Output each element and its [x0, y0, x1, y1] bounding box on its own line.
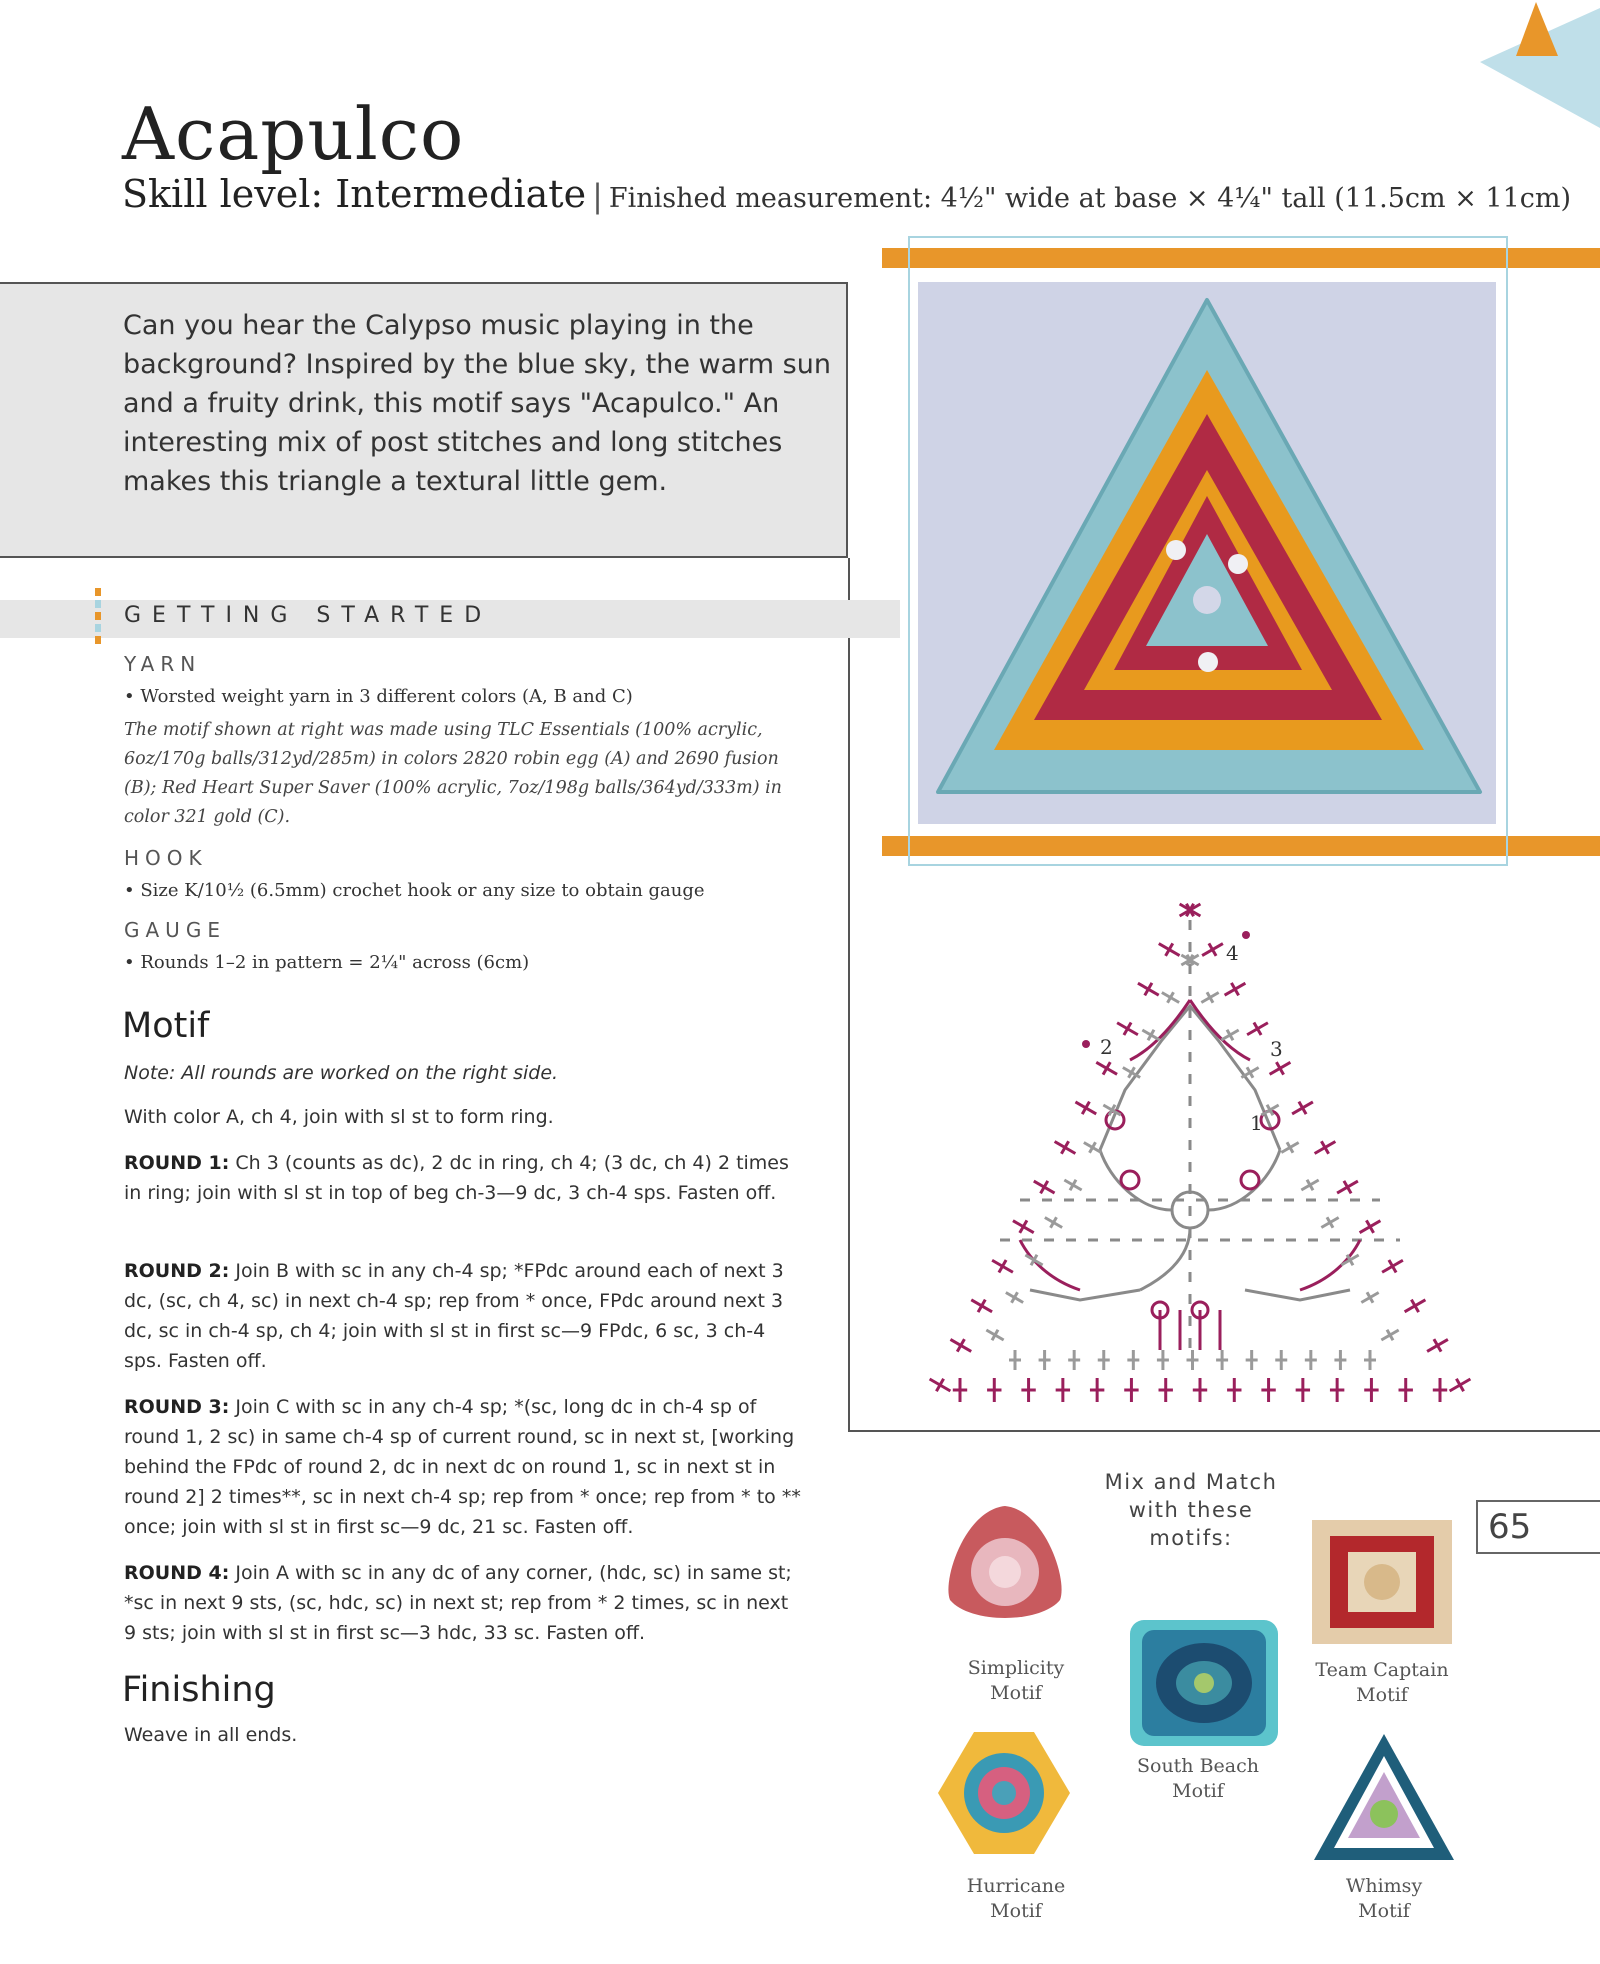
- simplicity-suffix: Motif: [990, 1682, 1042, 1704]
- separator: |: [592, 177, 603, 215]
- hook-item: • Size K/10½ (6.5mm) crochet hook or any size to obtain gauge: [124, 880, 705, 901]
- round-4-text: Join A with sc in any dc of any corner, (hdc, sc) in same st; *sc in next 9 sts, (sc, hdc, sc) in next st; rep from * 2 times, sc in next 9 sts; join with sl st in first sc—3 hdc, 33 sc. Fasten off.: [124, 1562, 792, 1644]
- round-1-text: Ch 3 (counts as dc), 2 dc in ring, ch 4; (3 dc, ch 4) 2 times in ring; join with sl st in top of beg ch-3—9 dc, 3 ch-4 sps. Fasten off.: [124, 1152, 789, 1204]
- section-marker: [95, 588, 101, 648]
- intro-text: Can you hear the Calypso music playing in the background? Inspired by the blue sky, the warm sun and a fruity drink, this motif says "Acapulco." An interesting mix of post stitches and long stitches makes this triangle a textural little gem.: [123, 310, 831, 497]
- divider-vertical: [848, 558, 850, 1432]
- hurricane-motif-image: [934, 1728, 1074, 1858]
- team-captain-caption: [1302, 1658, 1462, 1708]
- whimsy-name: Whimsy: [1345, 1875, 1423, 1897]
- skill-level: Skill level: Intermediate: [122, 172, 587, 216]
- getting-started-heading: GETTING STARTED: [124, 603, 493, 628]
- gauge-item: • Rounds 1–2 in pattern = 2¼" across (6cm): [124, 952, 530, 973]
- round-2: [124, 1256, 804, 1376]
- hurricane-suffix: Motif: [990, 1900, 1042, 1922]
- crochet-diagram: [900, 880, 1500, 1420]
- simplicity-caption: [936, 1656, 1096, 1706]
- round-3-text: Join C with sc in any ch-4 sp; *(sc, long dc in ch-4 sp of round 1, 2 sc) in same ch-4 sp of current round, sc in next st, [working behind the FPdc of round 2, dc in next dc on round 1, sc in next st in round 2] 2 times**, sc in next ch-4 sp; rep from * once; rep from * to ** once; join with sl st in first sc—9 dc, 21 sc. Fasten off.: [124, 1396, 801, 1538]
- corner-decoration: [1460, 0, 1600, 130]
- round-1-label: ROUND 1:: [124, 1152, 230, 1174]
- whimsy-suffix: Motif: [1358, 1900, 1410, 1922]
- hurricane-caption: [936, 1874, 1096, 1924]
- intro-box: [0, 282, 848, 558]
- south-beach-motif-image: [1126, 1616, 1282, 1750]
- hook-heading: HOOK: [124, 846, 208, 870]
- whimsy-motif-image: [1308, 1728, 1460, 1868]
- team-captain-motif-image: [1308, 1516, 1456, 1648]
- simplicity-name: Simplicity: [967, 1657, 1065, 1679]
- south-beach-name: South Beach: [1136, 1755, 1259, 1777]
- yarn-note: The motif shown at right was made using TLC Essentials (100% acrylic, 6oz/170g balls/312yd/285m) in colors 2820 robin egg (A) and 2690 fusion (B); Red Heart Super Saver (100% acrylic, 7oz/198g balls/364yd/333m) in color 321 gold (C).: [124, 720, 782, 827]
- simplicity-motif-image: [940, 1500, 1070, 1625]
- round-3: [124, 1392, 804, 1542]
- motif-note: Note: All rounds are worked on the right side.: [124, 1062, 559, 1084]
- round-1: [124, 1148, 804, 1208]
- team-captain-name: Team Captain: [1315, 1659, 1449, 1681]
- mix-line-1: Mix and Match: [1104, 1470, 1278, 1494]
- yarn-item: • Worsted weight yarn in 3 different colors (A, B and C): [124, 686, 633, 707]
- finished-measurement: Finished measurement: 4½" wide at base × 4¼" tall (11.5cm × 11cm): [608, 183, 1572, 214]
- motif-start: With color A, ch 4, join with sl st to form ring.: [124, 1106, 554, 1128]
- team-captain-suffix: Motif: [1356, 1684, 1408, 1706]
- page-title: Acapulco: [122, 92, 465, 176]
- subtitle: [122, 172, 1571, 216]
- mix-line-3: motifs:: [1149, 1526, 1233, 1550]
- south-beach-suffix: Motif: [1172, 1780, 1224, 1802]
- page-number: 65: [1476, 1500, 1600, 1554]
- round-label-1: 1: [1250, 1111, 1263, 1135]
- round-4-label: ROUND 4:: [124, 1562, 230, 1584]
- mix-and-match-heading: [1080, 1468, 1302, 1552]
- finishing-text: Weave in all ends.: [124, 1724, 298, 1746]
- south-beach-caption: [1118, 1754, 1278, 1804]
- whimsy-caption: [1304, 1874, 1464, 1924]
- round-2-label: ROUND 2:: [124, 1260, 230, 1282]
- motif-heading: Motif: [122, 1006, 210, 1046]
- round-3-label: ROUND 3:: [124, 1396, 230, 1418]
- hurricane-name: Hurricane: [966, 1875, 1066, 1897]
- mix-line-2: with these: [1128, 1498, 1254, 1522]
- motif-photo: [918, 282, 1496, 824]
- round-label-2: 2: [1100, 1035, 1113, 1059]
- round-label-4: 4: [1226, 941, 1239, 965]
- round-4: [124, 1558, 804, 1648]
- round-label-3: 3: [1270, 1037, 1283, 1061]
- yarn-heading: YARN: [124, 652, 202, 676]
- round-2-text: Join B with sc in any ch-4 sp; *FPdc around each of next 3 dc, (sc, ch 4, sc) in next ch-4 sp; rep from * once, FPdc around next 3 dc, sc in ch-4 sp, ch 4; join with sl st in first sc—9 FPdc, 6 sc, 3 ch-4 sps. Fasten off.: [124, 1260, 784, 1372]
- finishing-heading: Finishing: [122, 1670, 276, 1710]
- divider-horizontal: [848, 1430, 1600, 1432]
- gauge-heading: GAUGE: [124, 918, 226, 942]
